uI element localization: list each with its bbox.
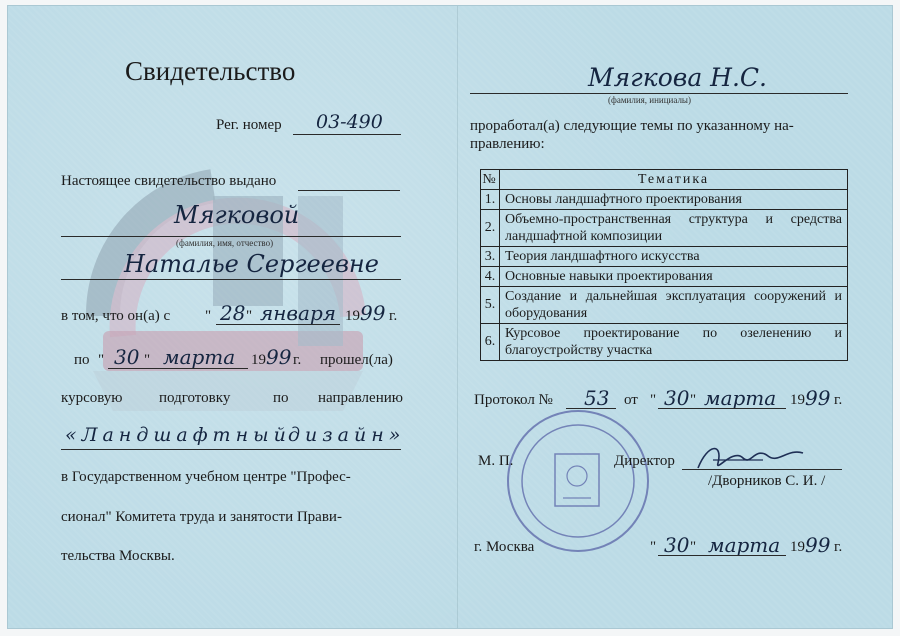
from-quote-open: " <box>205 308 212 324</box>
center-fold <box>457 6 458 628</box>
table-row <box>481 247 848 267</box>
surname-line <box>61 236 401 237</box>
protocol-year-prefix: 19 <box>790 392 805 408</box>
row-number: 6. <box>481 324 500 361</box>
from-prefix: в том, что он(а) с <box>61 308 171 324</box>
topics-table <box>480 169 848 361</box>
protocol-date-line <box>658 408 786 409</box>
given-names-line <box>61 279 401 280</box>
table-row <box>481 324 848 361</box>
from-year: 99 <box>360 301 386 325</box>
date-year-prefix: 19 <box>790 539 805 555</box>
row-topic: Создание и дальнейшая эксплуатация сооружений и оборудования <box>500 287 848 324</box>
person-line <box>470 93 848 94</box>
to-day: 30 <box>114 345 140 369</box>
direction-part-2: дизайн» <box>288 424 406 446</box>
course-word-3: по <box>273 390 289 406</box>
director-signature <box>693 438 813 478</box>
row-topic: Теория ландшафтного искусства <box>500 247 848 267</box>
row-number: 1. <box>481 190 500 210</box>
col-number-header: № <box>481 170 500 190</box>
date-quote-close: " <box>690 539 697 555</box>
person-name: Мягкова Н.С. <box>588 63 767 92</box>
table-row <box>481 210 848 247</box>
from-day: 28 <box>220 301 246 325</box>
table-row <box>481 287 848 324</box>
to-year: 99 <box>266 345 292 369</box>
from-year-suffix: г. <box>389 308 398 324</box>
worked-line-1: проработал(а) следующие темы по указанному на- <box>470 118 794 134</box>
protocol-quote-open: " <box>650 392 657 408</box>
to-year-suffix: г. <box>293 352 302 368</box>
official-stamp <box>503 406 653 556</box>
date-quote-open: " <box>650 539 657 555</box>
protocol-day: 30 <box>664 386 690 410</box>
row-number: 3. <box>481 247 500 267</box>
to-year-prefix: 19 <box>251 352 266 368</box>
city-label: г. Москва <box>474 539 535 555</box>
to-month: марта <box>163 345 236 369</box>
reg-number-line <box>293 134 401 135</box>
col-topic-header: Тематика <box>500 170 848 190</box>
director-label: Директор <box>614 453 675 469</box>
from-quote-close: " <box>246 308 253 324</box>
certificate-sheet <box>8 6 892 628</box>
passed-label: прошел(ла) <box>320 352 393 368</box>
from-date-line <box>216 324 340 325</box>
to-date-line <box>108 368 248 369</box>
protocol-year: 99 <box>805 386 831 410</box>
row-topic: Объемно-пространственная структура и средства ландшафтной композиции <box>500 210 848 247</box>
date-year: 99 <box>805 533 831 557</box>
recipient-given-names: Натальe Сергеевне <box>124 250 379 278</box>
protocol-quote-close: " <box>690 392 697 408</box>
center-line-2: сионал" Комитета труда и занятости Прави- <box>61 509 342 525</box>
protocol-year-suffix: г. <box>834 392 843 408</box>
issued-label: Настоящее свидетельство выдано <box>61 173 277 189</box>
course-word-4: направлению <box>318 390 403 406</box>
table-row <box>481 267 848 287</box>
seal-label: М. П. <box>478 453 514 469</box>
direction-part-1: «Ландшафтный <box>65 424 291 446</box>
person-caption: (фамилия, инициалы) <box>608 95 691 105</box>
worked-line-2: правлению: <box>470 136 545 152</box>
protocol-number: 53 <box>584 386 610 410</box>
date-year-suffix: г. <box>834 539 843 555</box>
to-quote-close: " <box>144 352 151 368</box>
issued-line <box>298 190 400 191</box>
course-word-1: курсовую <box>61 390 123 406</box>
name-caption: (фамилия, имя, отчество) <box>176 238 274 248</box>
direction-line <box>61 449 401 450</box>
protocol-from: от <box>624 392 638 408</box>
row-number: 5. <box>481 287 500 324</box>
certificate-title: Свидетельство <box>125 56 296 86</box>
recipient-surname: Мягковой <box>174 201 300 229</box>
row-topic: Курсовое проектирование по озеленению и благоустройству участка <box>500 324 848 361</box>
date-day: 30 <box>664 533 690 557</box>
protocol-number-line <box>566 408 616 409</box>
date-line <box>658 555 786 556</box>
center-line-3: тельства Москвы. <box>61 548 175 564</box>
director-name: /Дворников С. И. / <box>708 473 826 489</box>
row-topic: Основные навыки проектирования <box>500 267 848 287</box>
topics-header-row <box>481 170 848 190</box>
protocol-label: Протокол № <box>474 392 553 408</box>
date-month: марта <box>708 533 781 557</box>
to-quote-open: " <box>98 352 105 368</box>
course-word-2: подготовку <box>159 390 231 406</box>
from-year-prefix: 19 <box>345 308 360 324</box>
row-number: 4. <box>481 267 500 287</box>
from-month: января <box>260 301 337 325</box>
row-topic: Основы ландшафтного проектирования <box>500 190 848 210</box>
reg-number-label: Рег. номер <box>216 117 282 133</box>
reg-number-value: 03-490 <box>316 111 383 133</box>
protocol-month: марта <box>704 386 777 410</box>
to-prefix: по <box>74 352 90 368</box>
center-line-1: в Государственном учебном центре "Профес- <box>61 469 351 485</box>
table-row <box>481 190 848 210</box>
row-number: 2. <box>481 210 500 247</box>
